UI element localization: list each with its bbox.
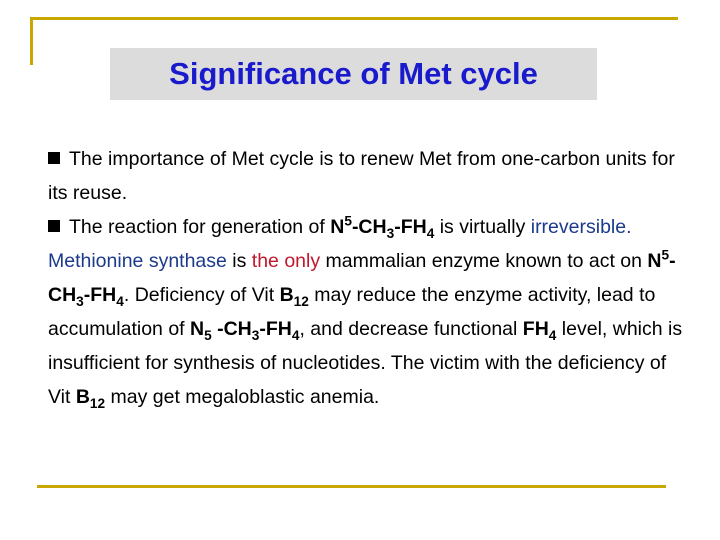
paragraph-1: The importance of Met cycle is to renew Met from one-carbon units for its reuse. [48,148,675,204]
frame-left-line [30,17,33,65]
title-box [110,48,597,100]
n5-ch3-fh4-term-2: $N^5-CH_3-FH_4$ [48,247,676,309]
vit-b12-term-2: $B_{12}$ [75,386,106,411]
fh4-term: $FH_4$ [522,318,557,343]
square-bullet-icon [48,220,60,232]
n5-term: $N_5$ $-CH_3-FH_4$ [190,318,300,343]
frame-bottom-line [37,485,666,488]
slide-body [48,142,688,414]
n5-ch3-fh4-term: $N^5-CH_3-FH_4$ [330,213,435,241]
vit-b12-term: $B_{12}$ [279,284,309,309]
the-only-highlight: the only [251,250,321,272]
frame-top-line [30,17,678,20]
slide-title: Significance of Met cycle [169,56,538,91]
methionine-synthase-highlight: Methionine synthase [48,250,227,272]
irreversible-highlight: irreversible. [530,216,632,238]
paragraph-2: The reaction for generation of $N^5-CH_3-FH_4$ is virtually irreversible. Methionine synthase is the only mammalian enzyme known to act on $N^5-CH_3-FH_4$. Deficiency of Vit $B_{12}$ may reduce the enzyme activity, lead to accumulation of $N_5$ $-CH_3-FH_4$, and decrease functional $FH_4$ level, which is insufficient for synthesis of nucleotides. The victim with the deficiency of Vit $B_{12}$ may get megaloblastic anemia. [48,213,683,411]
square-bullet-icon [48,152,60,164]
